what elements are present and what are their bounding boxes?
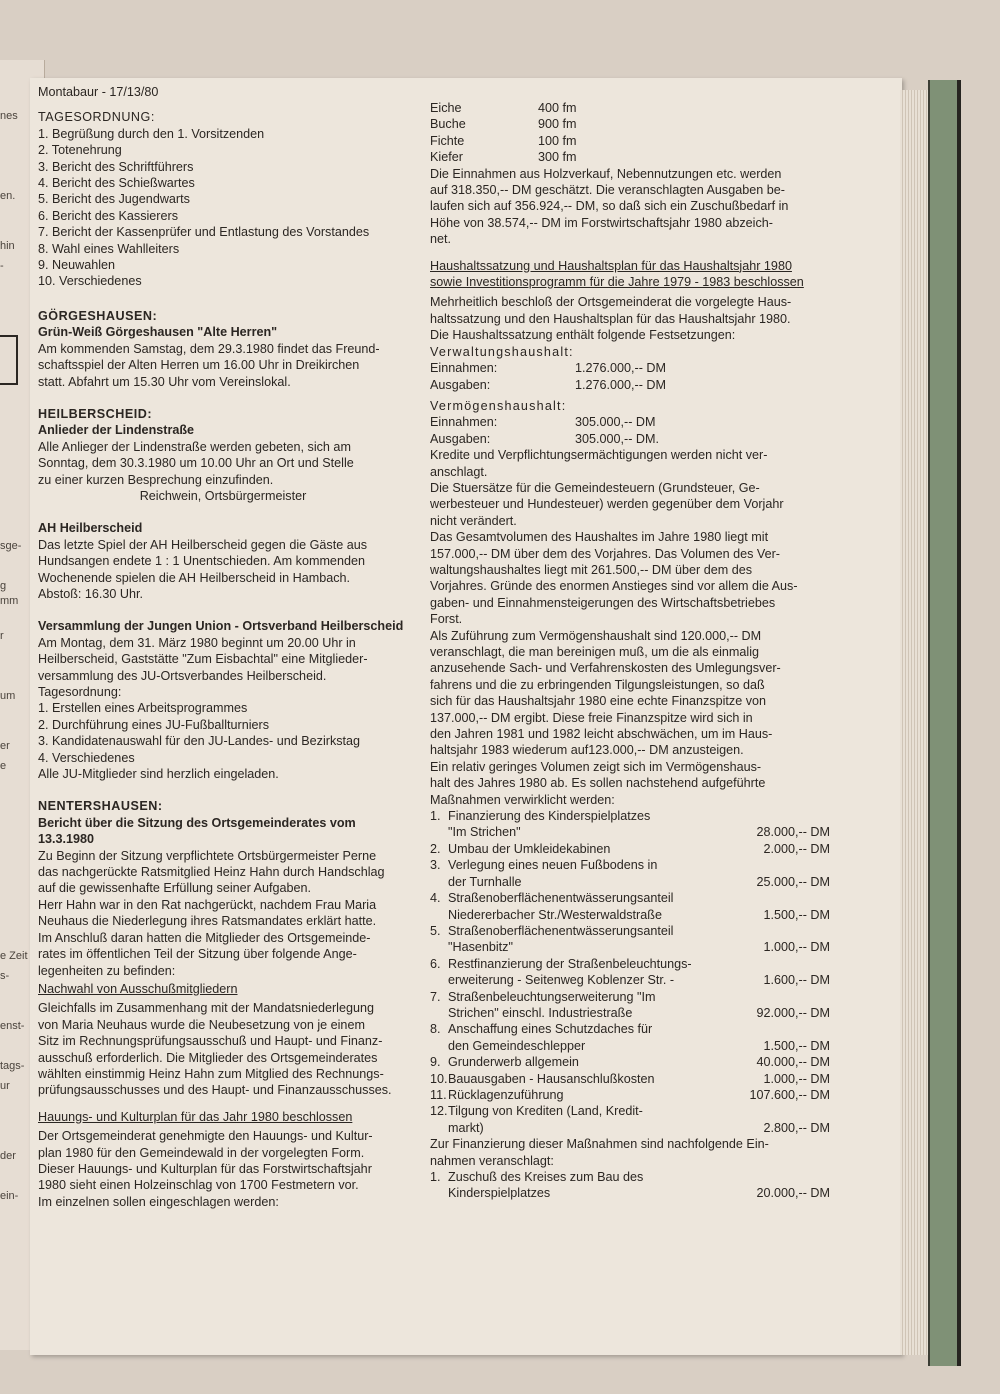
measure-text: Restfinanzierung der Straßenbeleuchtungs- bbox=[448, 956, 692, 971]
measure-text: erweiterung - Seitenweg Koblenzer Str. - bbox=[448, 973, 675, 988]
text-line: Zur Finanzierung dieser Maßnahmen sind nachfolgende Ein- bbox=[430, 1137, 769, 1152]
section-title: Grün-Weiß Görgeshausen "Alte Herren" bbox=[38, 325, 278, 340]
text-line: 157.000,-- DM über dem des Vorjahres. Das Volumen des Ver- bbox=[430, 546, 781, 561]
heading-line: sowie Investitionsprogramm für die Jahre 1979 - 1983 beschlossen bbox=[430, 275, 804, 290]
measures-list bbox=[430, 808, 830, 1136]
adjacent-page-fragment: e Zeit bbox=[0, 950, 28, 962]
wood-row bbox=[430, 116, 830, 132]
budget-table bbox=[430, 360, 830, 393]
measure-amount: 1.000,-- DM bbox=[763, 940, 830, 955]
text-line: Ein relativ geringes Volumen zeigt sich im Vermögenshaus- bbox=[430, 759, 762, 774]
measure-row bbox=[430, 1120, 830, 1136]
adjacent-page-fragment: mm bbox=[0, 595, 19, 607]
measure-amount: 1.000,-- DM bbox=[763, 1071, 830, 1086]
measure-text: der Turnhalle bbox=[448, 874, 522, 889]
text-line: Zu Beginn der Sitzung verpflichtete Ortsbürgermeister Perne bbox=[38, 848, 377, 863]
budget-row bbox=[430, 377, 830, 393]
agenda-title: TAGESORDNUNG: bbox=[38, 110, 155, 125]
measure-text: Rücklagenzuführung bbox=[448, 1087, 564, 1102]
measure-text: Verlegung eines neuen Fußbodens in bbox=[448, 858, 658, 873]
paragraph bbox=[430, 294, 830, 343]
section-title: Bericht über die Sitzung des Ortsgemeinderates vom 13.3.1980 bbox=[38, 815, 356, 847]
adjacent-page-fragment: nes bbox=[0, 110, 18, 122]
measure-text: den Gemeindeschlepper bbox=[448, 1038, 586, 1053]
measure-amount: 107.600,-- DM bbox=[749, 1087, 830, 1102]
section-place: GÖRGESHAUSEN: bbox=[38, 308, 158, 323]
measure-number: 8. bbox=[430, 1022, 441, 1037]
row-value: 305.000,-- DM. bbox=[575, 431, 659, 446]
text-line: Sonntag, dem 30.3.1980 um 10.00 Uhr an Ort und Stelle bbox=[38, 456, 354, 471]
measure-row bbox=[430, 857, 830, 873]
text-line: anzusehende Sach- und Verfahrenskosten des Umlegungsver- bbox=[430, 661, 781, 676]
measure-text: Tilgung von Krediten (Land, Kredit- bbox=[448, 1104, 643, 1119]
section-text bbox=[38, 439, 408, 488]
text-line: haltssatzung und den Haushaltsplan für das Haushaltsjahr 1980. bbox=[430, 311, 791, 326]
text-line: legenheiten zu befinden: bbox=[38, 963, 176, 978]
text-line: versammlung des JU-Ortsverbandes Heilberscheid. bbox=[38, 668, 327, 683]
measure-amount: 2.000,-- DM bbox=[763, 841, 830, 856]
measure-row bbox=[430, 923, 830, 939]
row-label: Eiche bbox=[430, 101, 462, 115]
measure-amount: 28.000,-- DM bbox=[756, 825, 830, 840]
measure-row bbox=[430, 824, 830, 840]
adjacent-page-fragment: r bbox=[0, 630, 4, 642]
row-value: 400 fm bbox=[538, 101, 577, 115]
text-line: 137.000,-- DM ergibt. Diese freie Finanzspitze wird sich in bbox=[430, 710, 753, 725]
section-title: Versammlung der Jungen Union - Ortsverband Heilberscheid bbox=[38, 619, 404, 634]
measure-row bbox=[430, 1103, 830, 1119]
measure-row bbox=[430, 907, 830, 923]
text-line: schaftsspiel der Alten Herren um 16.00 Uhr in Dreikirchen bbox=[38, 358, 360, 373]
text-line: Sitz im Rechnungsprüfungsausschuß und Haupt- und Finanz- bbox=[38, 1034, 383, 1049]
text-line: halt des Jahres 1980 ab. Es sollen nachstehend aufgeführte bbox=[430, 776, 766, 791]
text-line: Die Einnahmen aus Holzverkauf, Nebennutzungen etc. werden bbox=[430, 166, 782, 181]
agenda-item: 2. Totenehrung bbox=[38, 143, 122, 158]
signature: Reichwein, Ortsbürgermeister bbox=[139, 488, 307, 503]
section-heading bbox=[430, 258, 830, 291]
paragraph bbox=[430, 1136, 830, 1169]
row-value: 1.276.000,-- DM bbox=[575, 377, 666, 392]
measure-text: Straßenoberflächenentwässerungsanteil bbox=[448, 923, 674, 938]
text-line: fahrens und die zu erbringenden Tilgungsleistungen, so daß bbox=[430, 677, 765, 692]
text-line: Am kommenden Samstag, dem 29.3.1980 findet das Freund- bbox=[38, 341, 380, 356]
measure-row bbox=[430, 874, 830, 890]
measure-row bbox=[430, 1054, 830, 1070]
measure-row bbox=[430, 972, 830, 988]
measure-text: Strichen" einschl. Industriestraße bbox=[448, 1005, 633, 1020]
adjacent-page-fragment: sge- bbox=[0, 540, 22, 552]
text-line: Gleichfalls im Zusammenhang mit der Mandatsniederlegung bbox=[38, 1001, 374, 1016]
text-line: Im einzelnen sollen eingeschlagen werden: bbox=[38, 1194, 279, 1209]
section-title: AH Heilberscheid bbox=[38, 521, 143, 536]
text-line: Forst. bbox=[430, 612, 463, 627]
text-line: Höhe von 38.574,-- DM im Forstwirtschaftsjahr 1980 abzeich- bbox=[430, 215, 773, 230]
measure-amount: 1.500,-- DM bbox=[763, 1038, 830, 1053]
measure-row bbox=[430, 841, 830, 857]
measure-amount: 20.000,-- DM bbox=[756, 1186, 830, 1201]
measure-text: "Im Strichen" bbox=[448, 825, 521, 840]
section-text bbox=[38, 848, 408, 979]
text-line: Kredite und Verpflichtungsermächtigungen werden nicht ver- bbox=[430, 448, 768, 463]
text-line: Abstoß: 16.30 Uhr. bbox=[38, 586, 144, 601]
row-value: 100 fm bbox=[538, 133, 577, 148]
measure-number: 1. bbox=[430, 1170, 441, 1184]
section-place: HEILBERSCHEID: bbox=[38, 406, 153, 421]
adjacent-page-fragment: en. bbox=[0, 190, 16, 202]
measure-number: 1. bbox=[430, 809, 441, 824]
text-line: Im Anschluß daran hatten die Mitglieder des Ortsgemeinde- bbox=[38, 930, 371, 945]
budget-table bbox=[430, 414, 830, 447]
text-line: Alle JU-Mitglieder sind herzlich eingeladen. bbox=[38, 767, 279, 782]
measure-number: 3. bbox=[430, 858, 441, 873]
measure-number: 9. bbox=[430, 1055, 441, 1070]
text-line: Heilberscheid, Gaststätte "Zum Eisbachtal" eine Mitglieder- bbox=[38, 652, 368, 667]
text-line: Wochenende spielen die AH Heilberscheid in Hambach. bbox=[38, 570, 350, 585]
measure-text: Niedererbacher Str./Westerwaldstraße bbox=[448, 907, 662, 922]
measure-amount: 2.800,-- DM bbox=[763, 1120, 830, 1135]
measure-row bbox=[430, 989, 830, 1005]
measure-number: 10. bbox=[430, 1071, 448, 1086]
measure-amount: 1.600,-- DM bbox=[763, 973, 830, 988]
measure-row bbox=[430, 890, 830, 906]
row-value: 1.276.000,-- DM bbox=[575, 361, 666, 376]
measure-number: 2. bbox=[430, 841, 441, 856]
adjacent-page-box bbox=[0, 335, 18, 385]
book-cover-edge bbox=[928, 80, 961, 1366]
measure-number: 12. bbox=[430, 1104, 448, 1119]
measure-row bbox=[430, 1038, 830, 1054]
budget-row bbox=[430, 414, 830, 430]
text-line: Tagesordnung: bbox=[38, 685, 122, 699]
text-line: Die Stuersätze für die Gemeindesteuern (Grundsteuer, Ge- bbox=[430, 480, 760, 495]
measure-text: Anschaffung eines Schutzdaches für bbox=[448, 1022, 653, 1037]
text-line: Alle Anlieger der Lindenstraße werden gebeten, sich am bbox=[38, 439, 351, 454]
text-line: 4. Verschiedenes bbox=[38, 750, 135, 765]
text-line: 1. Erstellen eines Arbeitsprogrammes bbox=[38, 701, 248, 716]
text-line: den Jahren 1981 und 1982 leicht abschwächen, um im Haus- bbox=[430, 727, 773, 742]
wood-row bbox=[430, 133, 830, 149]
measure-row bbox=[430, 1087, 830, 1103]
text-line: laufen sich auf 356.924,-- DM, so daß sich ein Zuschußbedarf in bbox=[430, 199, 789, 214]
text-line: auf die gewissenhafte Erfüllung seiner Aufgaben. bbox=[38, 881, 312, 896]
text-line: Am Montag, dem 31. März 1980 beginnt um 20.00 Uhr in bbox=[38, 635, 356, 650]
text-line: gaben- und Einnahmensteigerungen des Wirtschaftsbetriebes bbox=[430, 595, 776, 610]
agenda-list bbox=[38, 126, 408, 290]
text-line: Mehrheitlich beschloß der Ortsgemeinderat die vorgelegte Haus- bbox=[430, 295, 792, 310]
budget-row bbox=[430, 431, 830, 447]
text-line: nicht verändert. bbox=[430, 513, 517, 528]
wood-row bbox=[430, 149, 830, 165]
text-line: Das letzte Spiel der AH Heilberscheid gegen die Gäste aus bbox=[38, 537, 368, 552]
measure-text: Straßenoberflächenentwässerungsanteil bbox=[448, 891, 674, 906]
wood-table bbox=[430, 100, 830, 166]
paragraph bbox=[430, 447, 830, 808]
text-line: Vorjahres. Gründe des enormen Anstieges sind vor allem die Aus- bbox=[430, 579, 798, 594]
adjacent-page-fragment: e bbox=[0, 760, 7, 772]
measure-number: 7. bbox=[430, 989, 441, 1004]
text-line: Neuhaus die Niederlegung ihres Ratsmandates erklärt hatte. bbox=[38, 914, 377, 929]
measure-text: Grunderwerb allgemein bbox=[448, 1055, 579, 1070]
measure-row bbox=[430, 1021, 830, 1037]
adjacent-page-fragment: tags- bbox=[0, 1060, 25, 1072]
measure-number: 11. bbox=[430, 1087, 447, 1102]
text-line: Als Zuführung zum Vermögenshaushalt sind 120.000,-- DM bbox=[430, 628, 762, 643]
row-value: 300 fm bbox=[538, 150, 577, 165]
text-line: net. bbox=[430, 232, 452, 247]
agenda-item: 5. Bericht des Jugendwarts bbox=[38, 192, 190, 207]
measure-row bbox=[430, 939, 830, 955]
measure-row bbox=[430, 956, 830, 972]
row-label: Fichte bbox=[430, 133, 465, 148]
text-line: Hundsangen endete 1 : 1 Unentschieden. Am kommenden bbox=[38, 554, 365, 569]
row-label: Einnahmen: bbox=[430, 415, 498, 430]
text-line: 3. Kandidatenauswahl für den JU-Landes- und Bezirkstag bbox=[38, 734, 361, 749]
agenda-item: 4. Bericht des Schießwartes bbox=[38, 176, 195, 191]
left-column bbox=[38, 84, 408, 1210]
funding-list bbox=[430, 1169, 830, 1202]
adjacent-page-fragment: er bbox=[0, 740, 10, 752]
measure-row bbox=[430, 1169, 830, 1185]
section-text bbox=[38, 1128, 408, 1210]
measure-amount: 1.500,-- DM bbox=[763, 907, 830, 922]
text-line: rates im öffentlichen Teil der Sitzung über folgende Ange- bbox=[38, 947, 357, 962]
text-line: Die Haushaltssatzung enthält folgende Festsetzungen: bbox=[430, 328, 736, 343]
measure-text: Zuschuß des Kreises zum Bau des bbox=[448, 1170, 644, 1184]
section-title: Anlieder der Lindenstraße bbox=[38, 423, 195, 438]
text-line: ausschuß erforderlich. Die Mitglieder des Ortsgemeinderates bbox=[38, 1050, 378, 1065]
text-line: waltungshaushaltes liegt mit 261.500,-- DM über dem des bbox=[430, 562, 753, 577]
heading-line: Haushaltssatzung und Haushaltsplan für das Haushaltsjahr 1980 bbox=[430, 258, 792, 273]
measure-text: "Hasenbitz" bbox=[448, 940, 513, 955]
text-line: anschlagt. bbox=[430, 464, 488, 479]
adjacent-page-fragment: ein- bbox=[0, 1190, 19, 1202]
section-text bbox=[38, 1000, 408, 1098]
measure-row bbox=[430, 1005, 830, 1021]
text-line: prüfungsausschusses und des Haupt- und Finanzausschusses. bbox=[38, 1083, 392, 1098]
section-text bbox=[38, 341, 408, 390]
adjacent-page-fragment: ur bbox=[0, 1080, 10, 1092]
section-text bbox=[38, 635, 408, 783]
measure-number: 4. bbox=[430, 891, 441, 906]
text-line: das nachgerückte Ratsmitglied Heinz Hahn durch Handschlag bbox=[38, 865, 385, 880]
row-value: 900 fm bbox=[538, 117, 577, 132]
text-line: 1980 sieht einen Holzeinschlag von 1700 Festmetern vor. bbox=[38, 1178, 359, 1193]
adjacent-page-fragment: enst- bbox=[0, 1020, 25, 1032]
measure-row bbox=[430, 808, 830, 824]
row-value: 305.000,-- DM bbox=[575, 415, 656, 430]
page-header: Montabaur - 17/13/80 bbox=[38, 85, 159, 99]
text-line: veranschlagt, die man bereinigen muß, um die als einmalig bbox=[430, 645, 760, 659]
paragraph bbox=[430, 166, 830, 248]
measure-number: 6. bbox=[430, 956, 441, 971]
text-line: werbesteuer und Hundesteuer) werden gegenüber dem Vorjahr bbox=[430, 497, 784, 512]
measure-amount: 92.000,-- DM bbox=[756, 1005, 830, 1020]
measure-text: Kinderspielplatzes bbox=[448, 1186, 551, 1201]
measure-text: markt) bbox=[448, 1120, 484, 1135]
row-label: Ausgaben: bbox=[430, 377, 491, 392]
text-line: Das Gesamtvolumen des Haushaltes im Jahre 1980 liegt mit bbox=[430, 530, 769, 545]
row-label: Buche bbox=[430, 117, 466, 132]
section-text bbox=[38, 537, 408, 603]
agenda-item: 9. Neuwahlen bbox=[38, 258, 116, 273]
measure-row bbox=[430, 1185, 830, 1201]
text-line: von Maria Neuhaus wurde die Neubesetzung von je einem bbox=[38, 1017, 365, 1032]
row-label: Ausgaben: bbox=[430, 431, 491, 446]
page-stack-edges bbox=[900, 90, 930, 1355]
measure-text: Bauausgaben - Hausanschlußkosten bbox=[448, 1071, 655, 1086]
budget-title: Verwaltungshaushalt: bbox=[430, 344, 574, 359]
text-line: 2. Durchführung eines JU-Fußballturniers bbox=[38, 717, 269, 732]
measure-amount: 40.000,-- DM bbox=[756, 1055, 830, 1070]
row-label: Kiefer bbox=[430, 150, 463, 165]
text-line: Herr Hahn war in den Rat nachgerückt, nachdem Frau Maria bbox=[38, 897, 377, 912]
text-line: Dieser Hauungs- und Kulturplan für das Forstwirtschaftsjahr bbox=[38, 1161, 372, 1176]
agenda-item: 10. Verschiedenes bbox=[38, 274, 142, 289]
text-line: nahmen veranschlagt: bbox=[430, 1153, 554, 1168]
adjacent-page-fragment: der bbox=[0, 1150, 16, 1162]
agenda-item: 3. Bericht des Schriftführers bbox=[38, 159, 194, 174]
text-line: zu einer kurzen Besprechung einzufinden. bbox=[38, 472, 274, 487]
measure-text: Straßenbeleuchtungserweiterung "Im bbox=[448, 989, 656, 1004]
adjacent-page-fragment: s- bbox=[0, 970, 10, 982]
right-column bbox=[430, 100, 830, 1202]
budget-title: Vermögenshaushalt: bbox=[430, 398, 567, 413]
measure-row bbox=[430, 1071, 830, 1087]
adjacent-page-fragment: um bbox=[0, 690, 16, 702]
row-label: Einnahmen: bbox=[430, 361, 498, 376]
measure-text: Finanzierung des Kinderspielplatzes bbox=[448, 809, 651, 824]
text-line: auf 318.350,-- DM geschätzt. Die veranschlagten Ausgaben be- bbox=[430, 183, 785, 198]
measure-text: Umbau der Umkleidekabinen bbox=[448, 841, 611, 856]
adjacent-page-fragment: g bbox=[0, 580, 7, 592]
text-line: statt. Abfahrt um 15.30 Uhr vom Vereinslokal. bbox=[38, 374, 291, 389]
subsection-title: Nachwahl von Ausschußmitgliedern bbox=[38, 981, 238, 996]
subsection-title: Hauungs- und Kulturplan für das Jahr 1980 beschlossen bbox=[38, 1109, 353, 1124]
text-line: sich für das Haushaltsjahr 1980 eine echte Finanzspitze von bbox=[430, 694, 767, 709]
budget-row bbox=[430, 360, 830, 376]
text-line: wählten einstimmig Heinz Hahn zum Mitglied des Rechnungs- bbox=[38, 1066, 384, 1081]
text-line: Der Ortsgemeinderat genehmigte den Hauungs- und Kultur- bbox=[38, 1129, 373, 1144]
measure-number: 5. bbox=[430, 923, 441, 938]
agenda-item: 8. Wahl eines Wahlleiters bbox=[38, 241, 180, 256]
section-place: NENTERSHAUSEN: bbox=[38, 799, 163, 814]
adjacent-page-fragment: - bbox=[0, 260, 4, 272]
adjacent-page-fragment: hin bbox=[0, 240, 15, 252]
measure-amount: 25.000,-- DM bbox=[756, 874, 830, 889]
agenda-item: 6. Bericht des Kassierers bbox=[38, 208, 178, 223]
text-line: haltsjahr 1983 wiederum auf123.000,-- DM anzusteigen. bbox=[430, 743, 744, 758]
agenda-item: 7. Bericht der Kassenprüfer und Entlastung des Vorstandes bbox=[38, 225, 370, 240]
agenda-item: 1. Begrüßung durch den 1. Vorsitzenden bbox=[38, 126, 265, 141]
text-line: plan 1980 für den Gemeindewald in der vorgelegten Form. bbox=[38, 1145, 365, 1160]
wood-row bbox=[430, 100, 830, 116]
text-line: Maßnahmen verwirklicht werden: bbox=[430, 792, 615, 807]
